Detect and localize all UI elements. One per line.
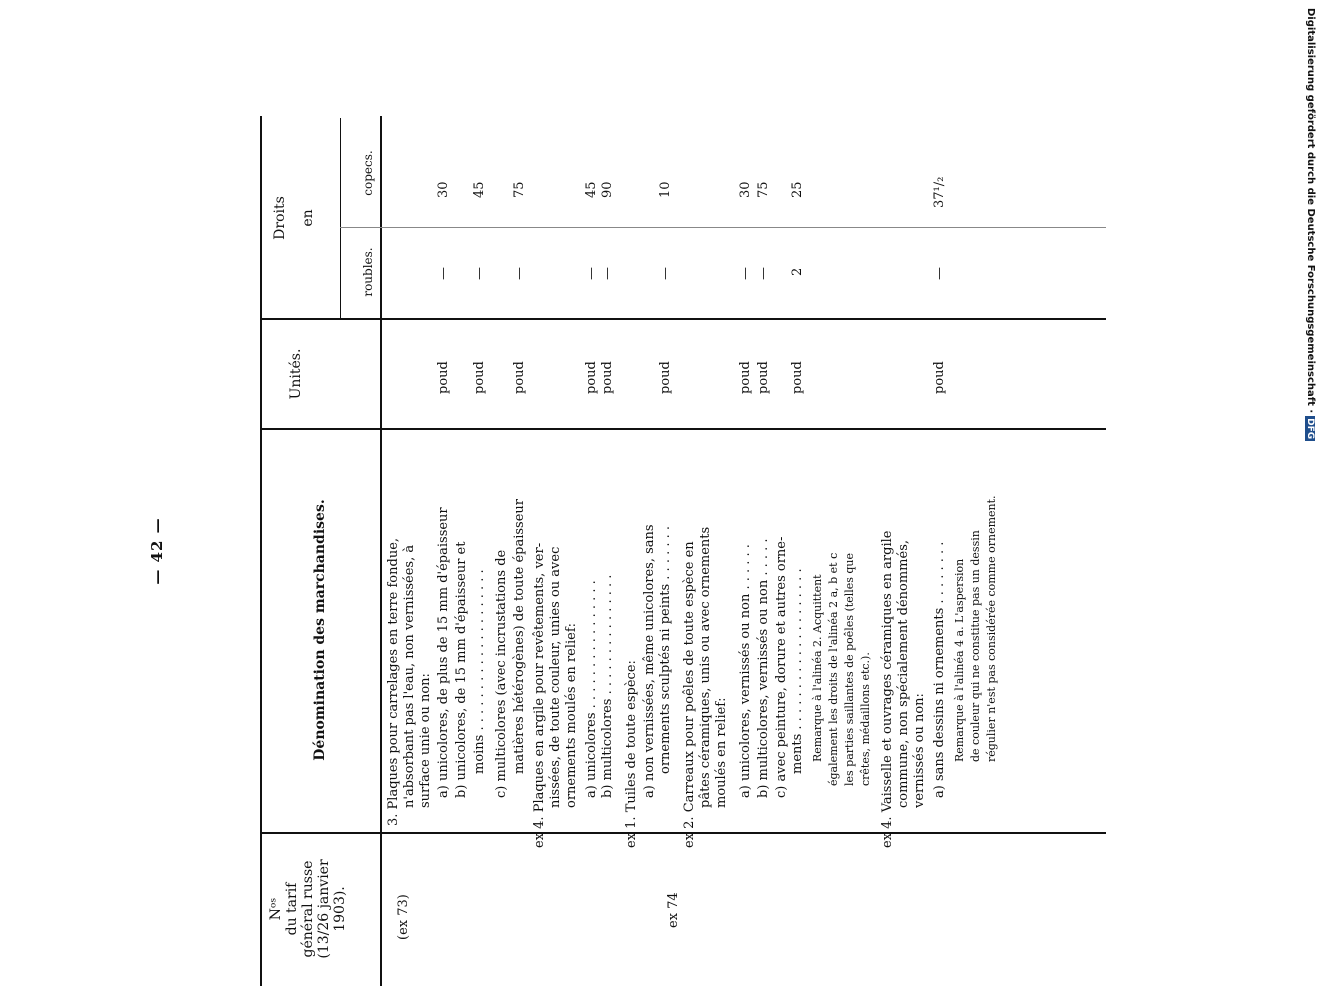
copecs-column (386, 134, 1086, 234)
denomination-line: matières hétérogènes) de toute épaisseur (512, 498, 527, 774)
denomination-line: b) unicolores, de 15 mm d'épaisseur et (454, 541, 469, 798)
denomination-line: a) unicolores . . . . . . . . . . . . . . . . (584, 580, 599, 798)
roubles-column (386, 234, 1086, 314)
roubles-cell: — (600, 267, 615, 280)
col-rule-3 (260, 318, 1106, 320)
copecs-cell: 45 (472, 181, 487, 198)
copecs-cell: 45 (584, 181, 599, 198)
copecs-cell: 30 (436, 181, 451, 198)
denomination-line: a) unicolores, vernissés ou non . . . . . . (738, 544, 753, 798)
remark-line: Remarque à l'alinéa 4 a. L'aspersion (953, 558, 966, 762)
header-copecs: copecs. (361, 150, 375, 196)
units-column (386, 326, 1086, 426)
unit-cell: poud (600, 361, 615, 394)
unit-cell: poud (512, 361, 527, 394)
copecs-cell: 75 (512, 181, 527, 198)
unit-cell: poud (658, 361, 673, 394)
unit-cell: poud (738, 361, 753, 394)
denomination-line: moins . . . . . . . . . . . . . . . . . . . . (472, 569, 487, 774)
nos-column (396, 836, 1096, 984)
roubles-cell: — (584, 267, 599, 280)
rotated-page (144, 116, 1104, 986)
roubles-cell: — (756, 267, 771, 280)
roubles-cell: — (658, 267, 673, 280)
header-denomination: Dénomination des marchandises. (312, 499, 328, 761)
roubles-cell: — (932, 267, 947, 280)
denomination-line: ex 2. Carreaux pour poêles de toute espèce en (682, 541, 697, 848)
denomination-line: surface unie ou non: (418, 673, 433, 808)
denomination-line: ments . . . . . . . . . . . . . . . . . . . . (790, 568, 805, 774)
copecs-cell: 30 (738, 181, 753, 198)
denomination-line: ex 4. Plaques en argile pour revêtements, ver- (532, 542, 547, 848)
denomination-line: 3. Plaques pour carrelages en terre fondue, (386, 537, 401, 826)
copecs-cell: 10 (658, 181, 673, 198)
denomination-line: a) unicolores, de plus de 15 mm d'épaisseur (436, 507, 451, 798)
denomination-line: pâtes céramiques, unis ou avec ornements (698, 526, 713, 808)
denomination-line: ex 1. Tuiles de toute espèce: (624, 660, 639, 848)
header-unites: Unités. (288, 348, 304, 400)
denomination-line: commune, non spécialement dénommés, (896, 539, 911, 808)
denomination-line: b) multicolores . . . . . . . . . . . . . . . (600, 574, 615, 798)
digitization-watermark: Digitalisierung gefördert durch die Deutsche Forschungsgemeinschaft ·DFG (1305, 8, 1316, 440)
unit-cell: poud (472, 361, 487, 394)
table-top-rule (260, 116, 262, 986)
unit-cell: poud (790, 361, 805, 394)
header-roubles: roubles. (361, 247, 375, 297)
dfg-logo: DFG (1305, 418, 1315, 440)
copecs-cell: 75 (756, 181, 771, 198)
denomination-line: moulés en relief: (714, 697, 729, 808)
remark-line: de couleur qui ne constitue pas un dessin (969, 530, 982, 762)
header-en: en (300, 209, 316, 227)
denomination-line: a) non vernissées, même unicolores, sans (642, 524, 657, 798)
header-nos: Nᵒˢ du tarif général russe (13/26 janvier 1903). (268, 859, 348, 959)
remark-line: régulier n'est pas considérée comme ornement. (985, 495, 998, 762)
remark-line: les parties saillantes de poêles (telles que (843, 552, 856, 786)
page-number: — 42 — (148, 517, 166, 585)
denomination-line: vernissés ou non: (912, 693, 927, 808)
denomination-line: a) sans dessins ni ornements . . . . . . . . (932, 541, 947, 798)
remark-line: Remarque à l'alinéa 2. Acquittent (811, 574, 824, 762)
copecs-cell: 25 (790, 181, 805, 198)
roubles-cell: — (512, 267, 527, 280)
roubles-cell: — (738, 267, 753, 280)
denomination-line: ex 4. Vaisselle et ouvrages céramiques en argile (880, 530, 895, 848)
roubles-cell: 2 (790, 267, 805, 276)
nos-entry-ex74: ex 74 (666, 892, 681, 928)
denomination-line: c) avec peinture, dorure et autres orne- (774, 536, 789, 798)
roubles-cell: — (436, 267, 451, 280)
unit-cell: poud (436, 361, 451, 394)
denomination-column (386, 426, 1086, 848)
nos-entry-ex73: (ex 73) (396, 894, 411, 940)
droits-sub-rule (340, 118, 341, 318)
unit-cell: poud (584, 361, 599, 394)
copecs-cell: 37¹/₂ (932, 176, 947, 208)
tariff-table (256, 116, 1106, 986)
unit-cell: poud (756, 361, 771, 394)
denomination-line: nissées, de toute couleur, unies ou avec (548, 546, 563, 808)
roubles-cell: — (472, 267, 487, 280)
denomination-line: n'absorbant pas l'eau, non vernissées, à (402, 544, 417, 808)
denomination-line: ornements moulés en relief: (564, 622, 579, 808)
denomination-line: b) multicolores, vernissés ou non . . . . . (756, 538, 771, 798)
header-droits: Droits (272, 196, 288, 240)
unit-cell: poud (932, 361, 947, 394)
remark-line: également les droits de l'alinéa 2 a, b et c (827, 552, 840, 786)
remark-line: crêtes, médaillons etc.). (859, 652, 872, 786)
denomination-line: c) multicolores (avec incrustations de (494, 549, 509, 798)
header-bottom-rule (380, 116, 382, 986)
copecs-cell: 90 (600, 181, 615, 198)
denomination-line: ornements sculptés ni peints . . . . . . . (658, 525, 673, 774)
